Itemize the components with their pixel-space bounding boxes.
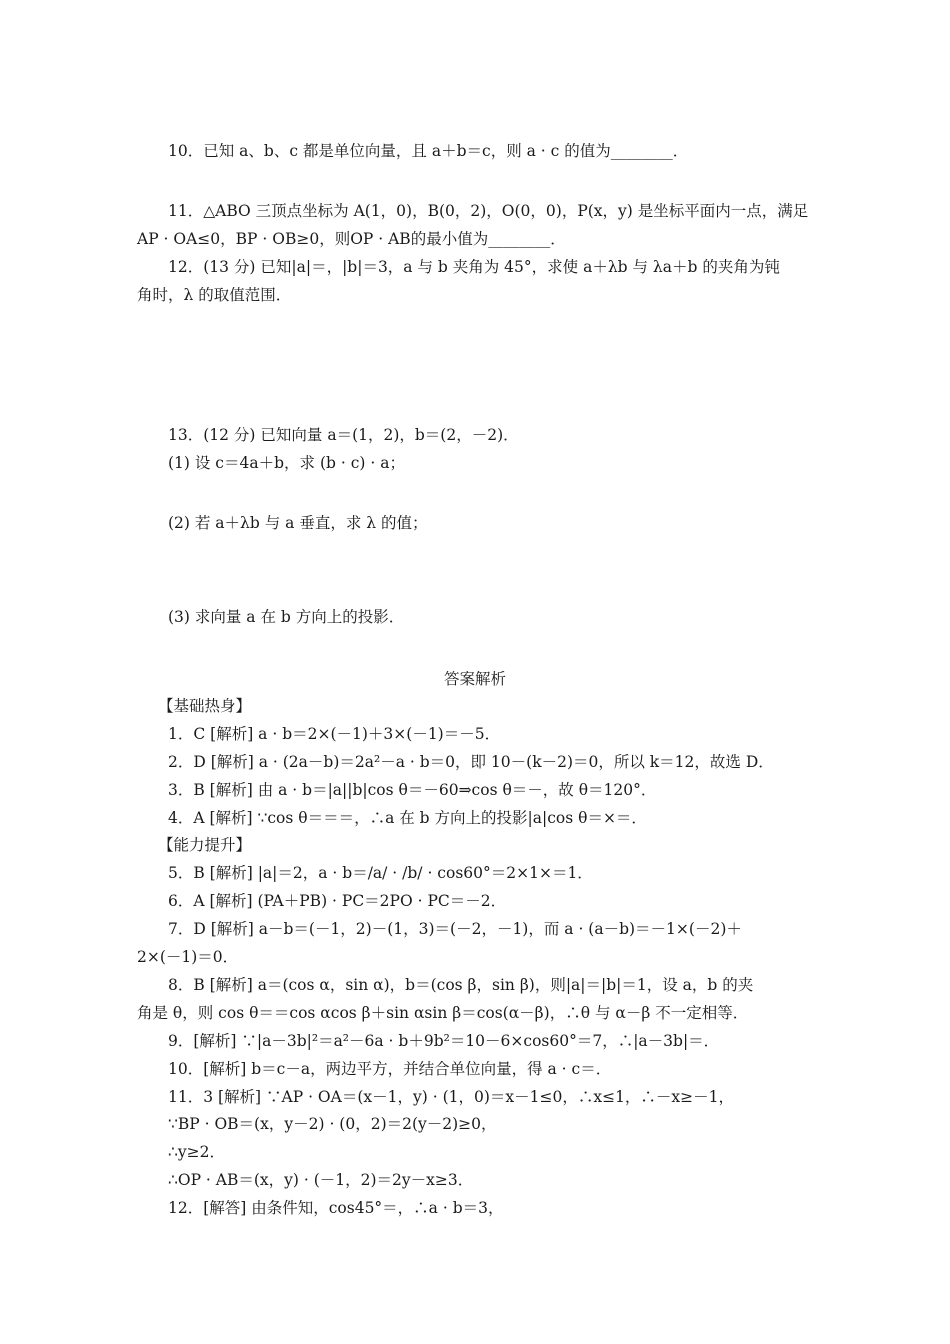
question-13-part-3: (3) 求向量 a 在 b 方向上的投影． [168, 608, 405, 626]
answer-8-line-2: 角是 θ，则 cos θ＝＝cos αcos β＋sin αsin β＝cos(α－β)，∴θ 与 α－β 不一定相等． [137, 1004, 749, 1022]
answer-3: 3．B [解析] 由 a · b＝|a||b|cos θ＝－60⇒cos θ＝－，故 θ＝120°． [168, 781, 657, 799]
answer-8-line-1: 8．B [解析] a＝(cos α，sin α)，b＝(cos β，sin β)，则|a|＝|b|＝1，设 a，b 的夹 [168, 976, 754, 994]
answer-4: 4．A [解析] ∵cos θ＝＝＝，∴a 在 b 方向上的投影|a|cos θ＝×＝． [168, 809, 647, 827]
answer-1: 1．C [解析] a · b＝2×(－1)＋3×(－1)＝－5． [168, 725, 501, 743]
answer-11-line-4: ∴OP · AB＝(x，y) · (－1，2)＝2y－x≥3． [168, 1171, 474, 1189]
question-12-line-2: 角时，λ 的取值范围． [137, 286, 292, 304]
answer-12-line-1: 12．[解答] 由条件知，cos45°＝，∴a · b＝3， [168, 1199, 504, 1217]
question-11-line-2: AP · OA≤0，BP · OB≥0，则OP · AB的最小值为________． [137, 230, 566, 248]
answer-6: 6．A [解析] (PA＋PB) · PC＝2PO · PC＝－2． [168, 892, 507, 910]
answer-11-line-3: ∴y≥2． [168, 1143, 225, 1161]
section-heading-advanced: 【能力提升】 [158, 836, 252, 854]
question-13: 13．(12 分) 已知向量 a＝(1，2)，b＝(2，－2)． [168, 426, 519, 444]
answer-2: 2．D [解析] a · (2a－b)＝2a²－a · b＝0，即 10－(k－2)＝0，所以 k＝12，故选 D． [168, 753, 774, 771]
section-heading-basic: 【基础热身】 [158, 697, 252, 715]
question-13-part-2: (2) 若 a＋λb 与 a 垂直，求 λ 的值； [168, 514, 428, 532]
answer-section-title: 答案解析 [443, 670, 506, 688]
answer-7-line-1: 7．D [解析] a－b＝(－1，2)－(1，3)＝(－2，－1)，而 a · (a－b)＝－1×(－2)＋ [168, 920, 742, 938]
answer-11-line-2: ∵BP · OB＝(x，y－2) · (0，2)＝2(y－2)≥0， [168, 1115, 497, 1133]
answer-10: 10．[解析] b＝c－a，两边平方，并结合单位向量，得 a · c＝． [168, 1060, 612, 1078]
answer-5: 5．B [解析] |a|＝2，a · b＝/a/ · /b/ · cos60°＝2×1×＝1． [168, 864, 593, 882]
question-12-line-1: 12．(13 分) 已知|a|＝，|b|＝3，a 与 b 夹角为 45°，求使 a＋λb 与 λa＋b 的夹角为钝 [168, 258, 780, 276]
question-10: 10．已知 a、b、c 都是单位向量，且 a＋b＝c，则 a · c 的值为________． [168, 142, 689, 160]
answer-9: 9．[解析] ∵|a－3b|²＝a²－6a · b＋9b²＝10－6×cos60°＝7，∴|a－3b|＝． [168, 1032, 720, 1050]
question-13-part-1: (1) 设 c＝4a＋b，求 (b · c) · a； [168, 454, 405, 472]
question-11-line-1: 11．△ABO 三顶点坐标为 A(1，0)，B(0，2)，O(0，0)，P(x，y) 是坐标平面内一点，满足 [168, 202, 809, 220]
answer-11-line-1: 11．3 [解析] ∵AP · OA＝(x－1，y) · (1，0)＝x－1≤0，∴x≤1，∴－x≥－1， [168, 1088, 735, 1106]
answer-7-line-2: 2×(－1)＝0． [137, 948, 239, 966]
